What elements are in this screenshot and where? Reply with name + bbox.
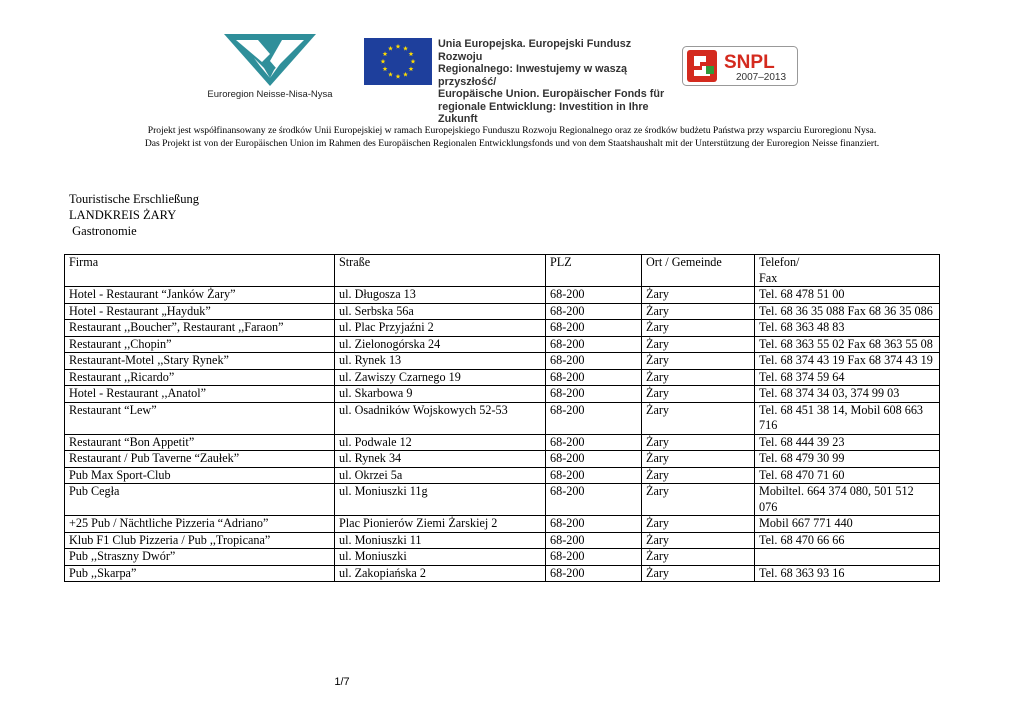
column-header: Straße	[335, 255, 546, 287]
table-cell: Restaurant ,,Ricardo”	[65, 369, 335, 386]
table-cell: 68-200	[546, 532, 642, 549]
table-cell: ul. Serbska 56a	[335, 303, 546, 320]
table-cell: Tel. 68 444 39 23	[755, 434, 940, 451]
title-line-2: LANDKREIS ŻARY	[69, 208, 177, 222]
table-row	[65, 467, 940, 484]
funding-note	[0, 124, 1024, 150]
gastronomy-table	[64, 254, 940, 582]
table-cell: ul. Moniuszki	[335, 549, 546, 566]
table-cell: Tel. 68 470 71 60	[755, 467, 940, 484]
eu-text-line-2: Regionalnego: Inwestujemy w waszą przyszłość/	[438, 63, 627, 88]
table-cell: 68-200	[546, 287, 642, 304]
eu-flag-logo	[364, 38, 432, 85]
table-cell: 68-200	[546, 516, 642, 533]
table-cell: Hotel - Restaurant „Hayduk”	[65, 303, 335, 320]
table-cell: Żary	[642, 434, 755, 451]
table-row	[65, 451, 940, 468]
table-cell: Żary	[642, 516, 755, 533]
table-cell: Tel. 68 478 51 00	[755, 287, 940, 304]
table-cell: 68-200	[546, 402, 642, 434]
table-cell: ul. Rynek 34	[335, 451, 546, 468]
table-cell: Tel. 68 451 38 14, Mobil 608 663 716	[755, 402, 940, 434]
table-cell: Żary	[642, 467, 755, 484]
table-cell: 68-200	[546, 484, 642, 516]
table-cell: Restaurant “Lew”	[65, 402, 335, 434]
table-cell: Żary	[642, 451, 755, 468]
table-cell: Restaurant / Pub Taverne “Zaułek”	[65, 451, 335, 468]
table-cell: 68-200	[546, 467, 642, 484]
eu-flag-icon	[364, 38, 432, 85]
snpl-emblem-icon	[682, 46, 798, 86]
table-cell: Żary	[642, 549, 755, 566]
table-cell: Tel. 68 374 34 03, 374 99 03	[755, 386, 940, 403]
table-cell: Żary	[642, 402, 755, 434]
table-cell: ul. Plac Przyjaźni 2	[335, 320, 546, 337]
table-cell: ul. Moniuszki 11g	[335, 484, 546, 516]
table-cell: Tel. 68 363 55 02 Fax 68 363 55 08	[755, 336, 940, 353]
table-cell: Pub ,,Straszny Dwór”	[65, 549, 335, 566]
table-row	[65, 369, 940, 386]
table-cell: Pub Cegła	[65, 484, 335, 516]
title-line-1: Touristische Erschließung	[69, 192, 199, 206]
column-header: Ort / Gemeinde	[642, 255, 755, 287]
table-cell	[755, 549, 940, 566]
table-row	[65, 434, 940, 451]
table-cell: Tel. 68 479 30 99	[755, 451, 940, 468]
table-cell: Żary	[642, 565, 755, 582]
table-cell: Żary	[642, 386, 755, 403]
table-cell: 68-200	[546, 369, 642, 386]
table-row	[65, 484, 940, 516]
eu-text-line-1: Unia Europejska. Europejski Fundusz Rozwoju	[438, 38, 632, 63]
table-cell: 68-200	[546, 303, 642, 320]
table-cell: ul. Długosza 13	[335, 287, 546, 304]
table-cell: Tel. 68 363 93 16	[755, 565, 940, 582]
table-cell: Tel. 68 36 35 088 Fax 68 36 35 086	[755, 303, 940, 320]
table-cell: 68-200	[546, 451, 642, 468]
table-row	[65, 386, 940, 403]
table-cell: ul. Zawiszy Czarnego 19	[335, 369, 546, 386]
table-cell: ul. Skarbowa 9	[335, 386, 546, 403]
table-cell: ul. Zielonogórska 24	[335, 336, 546, 353]
table-cell: 68-200	[546, 565, 642, 582]
table-cell: Żary	[642, 336, 755, 353]
table-cell: Restaurant “Bon Appetit”	[65, 434, 335, 451]
table-cell: Żary	[642, 320, 755, 337]
snpl-text: SNPL	[724, 52, 775, 73]
column-header: PLZ	[546, 255, 642, 287]
eu-fund-text	[438, 38, 678, 126]
snpl-logo	[682, 46, 798, 86]
table-cell: Żary	[642, 532, 755, 549]
funding-note-pl: Projekt jest współfinansowany ze środków Unii Europejskiej w ramach Europejskiego Funduszu Rozwoju Regionalnego oraz ze środków budżetu Państwa przy wsparciu Euroregionu Nysa.	[147, 125, 877, 136]
table-row	[65, 516, 940, 533]
table-cell: Hotel - Restaurant “Janków Żary”	[65, 287, 335, 304]
eu-text-line-3: Europäische Union. Europäischer Fonds für	[438, 88, 665, 100]
euroregion-logo	[200, 34, 340, 104]
funding-note-de: Das Projekt ist von der Europäischen Union im Rahmen des Europäischen Regionalen Entwicklungsfonds und von dem Staatshaushalt mit der Unterstützung der Euroregion Neisse finanziert.	[144, 138, 880, 149]
euroregion-caption: Euroregion Neisse-Nisa-Nysa	[207, 89, 333, 100]
column-header: Telefon/ Fax	[755, 255, 940, 287]
table-cell: Tel. 68 363 48 83	[755, 320, 940, 337]
euroregion-emblem-icon	[224, 34, 316, 86]
document-title	[69, 191, 199, 239]
table-cell: Tel. 68 470 66 66	[755, 532, 940, 549]
table-cell: ul. Osadników Wojskowych 52-53	[335, 402, 546, 434]
page-number-text: 1/7	[334, 676, 350, 688]
table-cell: Żary	[642, 484, 755, 516]
table-cell: Tel. 68 374 43 19 Fax 68 374 43 19	[755, 353, 940, 370]
table-cell: ul. Podwale 12	[335, 434, 546, 451]
table-cell: Tel. 68 374 59 64	[755, 369, 940, 386]
table-cell: Pub Max Sport-Club	[65, 467, 335, 484]
table-cell: Mobiltel. 664 374 080, 501 512 076	[755, 484, 940, 516]
table-cell: 68-200	[546, 320, 642, 337]
table-cell: Restaurant ,,Chopin”	[65, 336, 335, 353]
table-cell: Żary	[642, 287, 755, 304]
table-cell: 68-200	[546, 549, 642, 566]
table-cell: Hotel - Restaurant ,,Anatol”	[65, 386, 335, 403]
table-cell: 68-200	[546, 336, 642, 353]
snpl-years: 2007–2013	[736, 72, 787, 83]
table-header-row	[65, 255, 940, 287]
table-row	[65, 532, 940, 549]
table-row	[65, 565, 940, 582]
table-cell: +25 Pub / Nächtliche Pizzeria “Adriano”	[65, 516, 335, 533]
page-number	[0, 676, 1024, 688]
table-cell: ul. Zakopiańska 2	[335, 565, 546, 582]
table-row	[65, 287, 940, 304]
table-cell: 68-200	[546, 353, 642, 370]
table-cell: Restaurant ,,Boucher”, Restaurant ,,Faraon”	[65, 320, 335, 337]
table-row	[65, 303, 940, 320]
table-cell: Mobil 667 771 440	[755, 516, 940, 533]
table-cell: Żary	[642, 369, 755, 386]
table-row	[65, 336, 940, 353]
eu-text-line-4: regionale Entwicklung: Investition in Ihre Zukunft	[438, 100, 649, 125]
table-row	[65, 320, 940, 337]
table-cell: Pub ,,Skarpa”	[65, 565, 335, 582]
table-cell: Żary	[642, 303, 755, 320]
title-line-3: Gastronomie	[69, 224, 137, 238]
table-row	[65, 549, 940, 566]
table-row	[65, 353, 940, 370]
table-cell: Żary	[642, 353, 755, 370]
table-cell: ul. Rynek 13	[335, 353, 546, 370]
table-cell: ul. Moniuszki 11	[335, 532, 546, 549]
table-cell: Plac Pionierów Ziemi Żarskiej 2	[335, 516, 546, 533]
table-row	[65, 402, 940, 434]
table-cell: ul. Okrzei 5a	[335, 467, 546, 484]
table-cell: 68-200	[546, 434, 642, 451]
table-cell: 68-200	[546, 386, 642, 403]
column-header: Firma	[65, 255, 335, 287]
table-cell: Klub F1 Club Pizzeria / Pub ,,Tropicana”	[65, 532, 335, 549]
table-cell: Restaurant-Motel ,,Stary Rynek”	[65, 353, 335, 370]
